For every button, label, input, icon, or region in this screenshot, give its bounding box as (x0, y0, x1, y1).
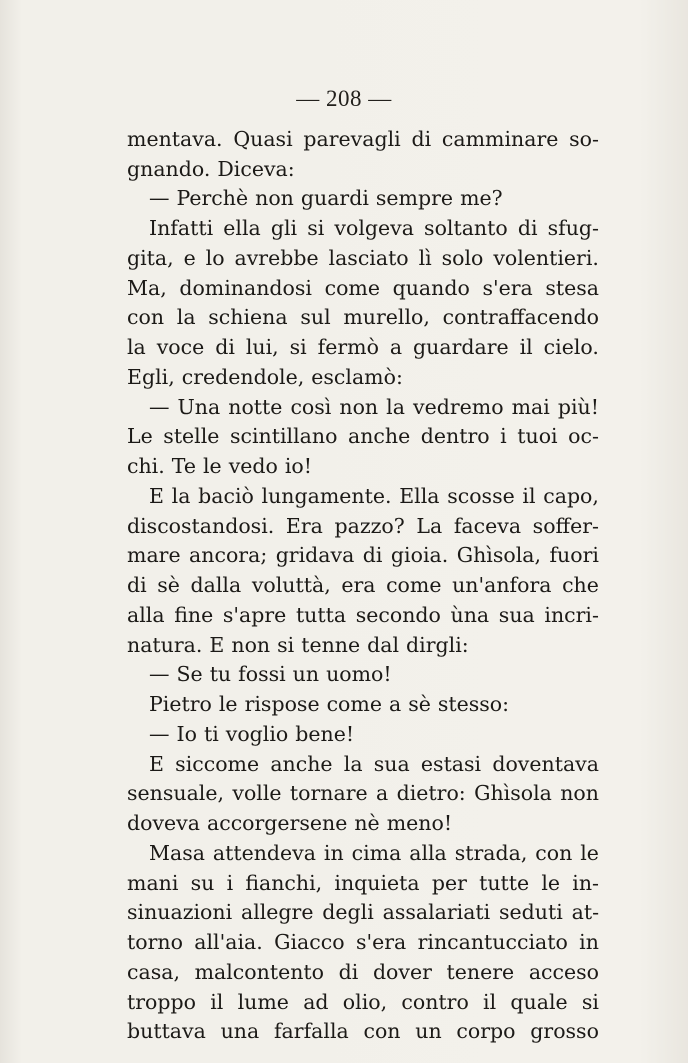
text-line: con la schiena sul murello, contraffacendo (127, 305, 599, 330)
text-line: gnando. Diceva: (127, 156, 295, 181)
text-line: di sè dalla voluttà, era come un'anfora che (127, 573, 599, 598)
text-line: alla fine s'apre tutta secondo ùna sua incri- (127, 602, 599, 627)
text-line: buttava una farfalla con un corpo grosso (127, 1019, 599, 1044)
text-line: sinuazioni allegre degli assalariati seduti at- (127, 900, 599, 925)
text-line: Pietro le rispose come a sè stesso: (149, 692, 510, 717)
text-line: Masa attendeva in cima alla strada, con le (149, 840, 599, 865)
text-line: E la baciò lungamente. Ella scosse il capo, (149, 483, 599, 508)
text-line: Ma, dominandosi come quando s'era stesa (127, 275, 599, 300)
text-line: la voce di lui, si fermò a guardare il cielo. (127, 335, 599, 360)
text-line: — Una notte così non la vedremo mai più! (149, 394, 599, 419)
text-line: doveva accorgersene nè meno! (127, 811, 453, 836)
text-line: torno all'aia. Giacco s'era rincantucciato in (127, 930, 599, 955)
text-body (127, 124, 599, 1046)
text-line: — Se tu fossi un uomo! (149, 662, 392, 687)
text-line: mani su i fianchi, inquieta per tutte le in- (127, 870, 599, 895)
text-line: casa, malcontento di dover tenere acceso (127, 959, 599, 984)
text-line: natura. E non si tenne dal dirgli: (127, 632, 469, 657)
text-line: mentava. Quasi parevagli di camminare so- (127, 126, 599, 151)
text-line: E siccome anche la sua estasi doventava (149, 751, 599, 776)
page-number: — 208 — (296, 86, 392, 111)
text-line: discostandosi. Era pazzo? La faceva soffer- (127, 513, 599, 538)
text-line: — Io ti voglio bene! (149, 721, 355, 746)
text-line: Infatti ella gli si volgeva soltanto di sfug- (149, 216, 599, 241)
text-line: gita, e lo avrebbe lasciato lì solo volentieri. (127, 245, 599, 270)
text-line: Egli, credendole, esclamò: (127, 364, 403, 389)
text-line: troppo il lume ad olio, contro il quale si (127, 989, 599, 1014)
text-line: mare ancora; gridava di gioia. Ghìsola, fuori (127, 543, 599, 568)
text-line: sensuale, volle tornare a dietro: Ghìsola non (127, 781, 599, 806)
text-line: — Perchè non guardi sempre me? (149, 186, 503, 211)
text-line: chi. Te le vedo io! (127, 454, 313, 479)
text-line: Le stelle scintillano anche dentro i tuoi oc- (127, 424, 599, 449)
